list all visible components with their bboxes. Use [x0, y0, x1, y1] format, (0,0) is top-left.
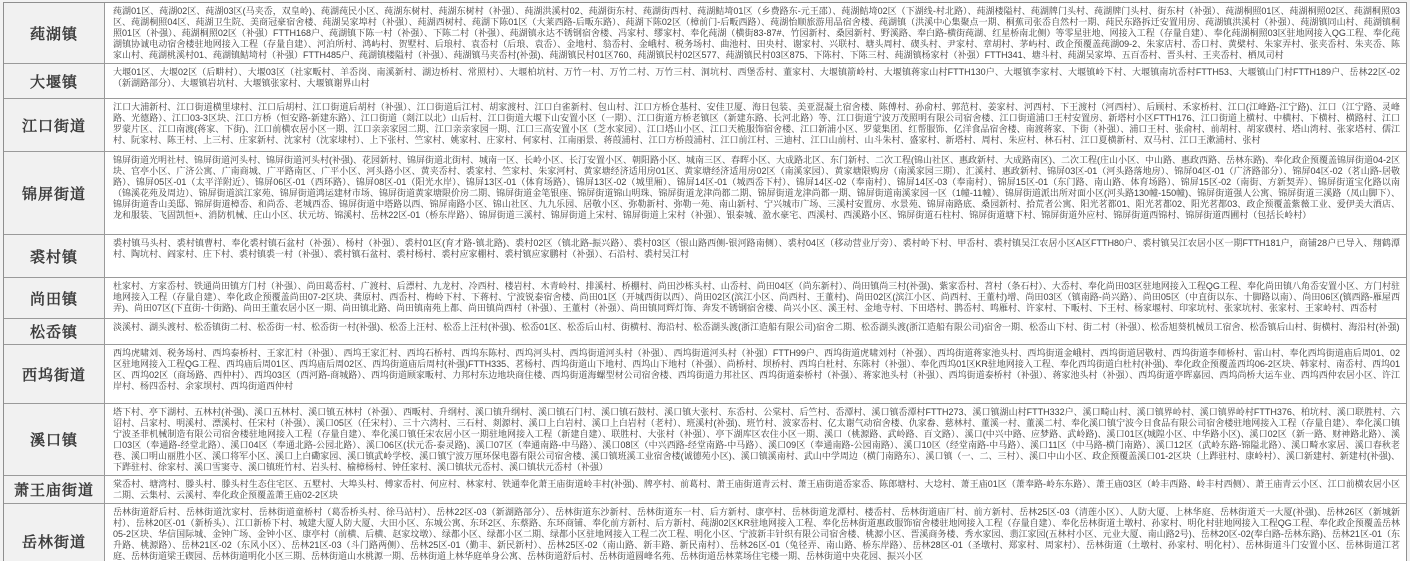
row-villages-text: 锦屏街道光明社村、锦屏街道河头村、锦屏街道河头村(补强)、花园新村、锦屏街道北街村、城南一区、长岭小区、长汀安置小区、朝阳路小区、城南三区、春晖小区、大成路北区、东门新村、二次工程(锦山社区、惠政新村、大成路南区)、二次工程(庄山小区、中山路、惠政西路、岳林东路)、奉化政企预覆盖锦屏街道04-2区块、官亭小区、广济公寓、广南商城、广平路南区、广平小区、河头路小区、黄夹岙村、裘家村、竺家村、朱家河村、黄家塘经济适用房01区、黄家塘经济适用房02区（南溪家园）、黄家塘限购房（南溪家园三期）、汇溪村、惠政新村、锦屏03区-01（河头路落地房）、锦屏04区-01（广济路部分）、锦屏04区-02（茗山路-居敬路）、锦屏05区-01（太平洋附近）、锦屏06区-01（西环路）、锦屏08区-01（阳光水岸）、锦屏13区-01（体育场路）、锦屏13区-02（城里厢）、锦屏14区-01（城西岙下村）、锦屏14区-02（奉南村）、锦屏14区-03（奉南村）、锦屏15区-01（东门路、南山路、体育场路）、锦屏15区-02（南街、方新契弄）、锦屏街道宝化路以南（锦溪花苑及周边）、锦屏街道滨江家苑、锦屏街道鸿运建材市场、锦屏街道黄家塘限价房二期、锦屏街道金笔银座、锦屏街道锦山明珠、锦屏街道龙津尚都二期、锦屏街道龙津尚都一期、锦屏街道南溪家园一区（1幢-11幢）、锦屏街道派出所对面小区(河头路130幢-150幢)、锦屏街道强人公寓、锦屏街道三溪路（凤山脚下）、锦屏街道香山美邸、锦屏街道樟岙、和尚岙、老城西岙、锦屏街道中塔路以西、锦屏南路小区、锦山社区、九九乐园、居敬小区、弥勒新村、弥勒一苑、南山新村、宁兴城市广场、三溪村安置房、水景苑、锦屏南路底、桑园新村、拾荒者公寓、阳光茗都01、阳光茗都02、阳光茗都03、政企预覆盖紫薇工业、爱伊美大酒店、龙和服装、飞固凯恒+、消防机械、庄山小区、状元坊、锦溪村、岳林22区-01（桥东岸路）、锦屏街道三溪村、锦屏街道上宋村、锦屏街道上宋村（补强）、银泰城、盈水豪宅、西溪村、西溪路小区、锦屏街道石柱村、锦屏街道塘下村、锦屏街道外应村、锦屏街道西锦村、锦屏街道西圃村（包括长岭村） — [113, 155, 1401, 220]
row-villages-text: 大堰01区、大堰02区（后畊村）、大堰03区（社家畈村、羊岙岗、南溪新村、湖边桥村、常照村）、大堰柏坑村、万竹一村、万竹二村、万竹三村、洞坑村、西堡岙村、董家村、大堰镇箭岭村、大堰镇蒋家山村FTTH130户、大堰镇李家村、大堰镇岭下村、大堰镇南坑岙村FTTH53、大堰镇山门村FTTH189户、岳林22区-02（新湖路部分）、大堰镇岩坑村、大堰镇张家村、大堰镇谢界山村 — [113, 67, 1400, 88]
row-villages-text: 岳林街道舒后村、岳林街道沈家村、岳林街道童桥村（葛岙桥头村、徐马站村）、岳林22区-03（新湖路部分）、岳林街道东沙新村、岳林街道东一村、后方新村、康亭村、岳林街道龙潭村、楼岙村、岳林街道庙厂村、前方新村、岳林25区-03（清莲小区）、人防大厦、上林华庭、岳林街道天一大厦(补强)、岳林26区（新城新村）、岳林20区-01（新桥头）、江口新桥下村、城建大厦人防大厦、大田小区、东城公寓、东环2区、东蔡路、东环商铺、奉化前方新村、后方新村、莼湖02区KR驻地网接入工程、奉化岳林街道惠政服饰宿舍楼驻地网接入工程（存量自建）、奉化岳林街道土墩村、孙家村、明化村驻地网接入工程QG工程、奉化政企预覆盖岳林05-2区块、华信国际城、金钟广场、金钟小区、康亭村（前横、后横、赵家坟墩）、绿都小区、绿都小区二期、绿都小区驻地网接入工程二次工程、明化小区、宁波新丰针织有限公司宿舍楼、桃源小区、晋溪商务楼、秀水家园、翡江家园(五林村小区、元业大厦、南山路2号)、岳林20区-02(奉白路-岳林东路)、岳林21区-01（东升路、桃源路）、岳林21区-02（东风小区）、岳林21区-03（斗门路两侧）、岳林25区-01（勤丰、新民新村）、岳林25区-02（南山路、新丰路、新民南村）、岳林26区-01（兔径弄、南山路、桥东岸路）、岳林28区-01（圣墩村、郑家村、周家村）、岳林街道（土墩村、孙家村、明化村）、岳林街道斗门安置小区、岳林街道江茗庭、岳林街道梁王碶园、岳林街道明化小区三期、岳林街道山水桃源一期、岳林街道上林华庭单身公寓、岳林街道舒后村、岳林街道圆峰名苑、岳林街道岳林菜场住宅楼一期、岳林街道中央花园、振兴小区 — [113, 507, 1400, 561]
table-row — [4, 99, 1406, 152]
row-villages-text: 淡溪村、湖头渡村、松岙镇街二村、松岙街一村、松岙街一村(补强)、松岙上汪村、松岙上汪村(补强)、松岙01区、松岙后山村、街横村、海沿村、松岙湖头渡(浙江造船有限公司)宿舍二期、松岙湖头渡(浙江造船有限公司)宿舍一期、松岙山下村、街二村（补强）、松岙旭葵机械员工宿舍、松岙镇后山村、街横村、海沿村(补强) — [113, 322, 1400, 332]
row-villages-text: 江口大浦新村、江口街道横里埭村、江口后胡村、江口街道后胡村（补强）、江口街道后江村、胡家渡村、江口白雀新村、包山村、江口方桥仓基村、安佳卫厦、海日包装、美亚混凝土宿舍楼、陈傅村、孙俞村、郭范村、姜家村、河西村、下王渡村（河西村）、后顾村、禾家桥村、江口(江峰路-江宁路)、江口（江宁路、灵峰路、光德路）、江口03-3区块、江口方桥（恒安路-新建东路）、江口街道（剡江以北）山后村、江口街道大堰下山安置小区（一期）、江口街道方桥老镇区（新建东路、长河北路）等、江口街道宁波万茂照明有限公司宿舍楼、江口街道浦口王村安置房、新塔村小区FTTH176、江口街道上横村、中横村、下横村、横路村、江口罗蒙片区、江口南渡(蒋家、下街)、江口前横农居小区一期、江口亲亲家园二期、江口亲亲家园一期、江口三高安置小区（芝水家园）、江口塔山小区、江口天桅服饰宿舍楼、江口新浦小区、罗蒙集团、红帮服饰、亿洋食品宿舍楼、南渡蒋家、下街（补强）、浦口王村、张俞村、前胡村、胡家碶村、塔山湾村、张家塔村、儒江村、阮家村、陈王村、上三村、庄家新村、沈家村（沈家埭村）、上下张村、竺家村、姚家村、庄家村、何家村、江南丽景、蒋葭浦村、江口方桥葭浦村、江口前江村、三迪村、江口山前村、山斗朱村、盛家村、新塔村、周村、朱应村、林石村、江口夏横新村、双马村、江口王漱浦村、张村 — [113, 102, 1400, 145]
row-label-shangtian-town: 尚田镇 — [4, 278, 105, 318]
row-label-jiangkou-subdistrict: 江口街道 — [4, 99, 105, 151]
table-row — [4, 152, 1406, 235]
table-row — [4, 476, 1406, 504]
row-label-jinping-subdistrict: 锦屏街道 — [4, 152, 105, 234]
row-villages-text: 塔下村、亭下湖村、五林村(补强)、溪口五林村、溪口镇五林村（补强）、西畈村、升纲村、溪口镇升纲村、溪口镇石门村、溪口镇石鼓村、溪口镇大张村、东岙村、公棠村、后竺村、岙潭村、溪口镇岙潭村FTTH273、溪口镇湖山村FTTH332户、溪口畸山村、溪口镇界岭村、溪口镇界岭村FTTH376、柏坑村、溪口联胜村、六诏村、吕家村、明溪村、漂溪村、任宋村（补强）、溪口05区（任宋村）、三十六湾村、三石村、剡源村、溪口上白岩村、溪口上白岩村（老村）、班溪村(补强)、班竹村、波家岙村、亿太谢气动宿舍楼、仇家畚、慈林村、董溪一村、董溪二村、奉化溪口镇宁波今日食品有限公司宿舍楼驻地网接入工程（存量自建）、奉化溪口镇宁波圣菲机械制造有限公司宿舍楼驻地网接入工程（存量自建）、奉化溪口镇任宋农居小区一期驻地网接入工程（新建自建）、联胜村、大张村（补强）、亭下湖库区农住小区一期、溪口（桃源路、武岭路、百文路）、溪口(中兴中路、应梦路、武岭路)、溪口01区(城隍小区、中华路小区)、溪口02区（新一路、财神路北路）、溪口03区（奉通路-经堂北路）、溪口04区（奉通北路-公园北路）、溪口06区(状元岙-泰灵路)、溪口07区（奉通南路-中马路）、溪口08区（中兴西路-经堂南路-中马路）、溪口09区（奉通南路-公园南路）、溪口10区（经堂南路-中马路）、溪口11区（中马路-横门南路）、溪口12区（武岭东路-锦隘北路）、溪口畸水家居、溪口春秋老巷、溪口明山丽胜小区、溪口将军小区、溪口上白磡家园、溪口镇武岭学校、溪口镇宁波万厘环保电器有限公司宿舍楼、溪口镇班溪工业宿舍楼(诚德苑小区)、溪口镇溪南村、武山中学周边（横门南路东）、溪口镇（一、二、三村）、溪口中山小区、政企预覆盖溪口01-2区块（上跸驻村、康岭村）、溪口新建村、新建村(补强)、下跸驻村、徐家村、溪口雪窦寺、溪口镇班竹村、岩头村、榆樟杨村、钟任家村、溪口镇状元岙村、溪口镇状元岙村（补强） — [113, 407, 1400, 472]
row-villages-text: 杜家村、方家岙村、铁通尚田镇方门村（补强）、尚田葛岙村、广渡村、后漂村、九龙村、冷西村、楼岩村、木青岭村、排溪村、桥棚村、尚田沙栋头村、山岙村、尚田04区（尚东新村）、尚田镇尚三村(补强)、紫家岙村、苕村（条石村）、大岙村、奉化尚田03区驻地网接入工程QG工程、奉化尚田镇八角岙安置小区、方门村驻地网接入工程（存量自建）、奉化政企预覆盖尚田07-2区块、龚原村、西岙村、梅岭下村、下蒋村、宁波锐泰宿舍楼、尚田01区（开城西街以西）、尚田02区(滨江小区、尚西村、王董村)、尚田02区(滨江小区、尚西村、王董村)增、尚田03区（镇南路-尚兴路）、尚田05区（中直街以东、十脚路以南）、尚田06区(镇西路-雁屋西弄)、尚田07区(下直街-十街路)、尚田王董农居小区一期、尚田镇北路、尚田镇南苑上都、尚田镇尚西村（补强）、王董村（补强）、尚田镇同辉灯饰、奔发不锈钢宿舍楼、尚兴小区、溪王村、金地寺村、下田塔村、鹊岙村、鸣雁村、许家村、下畈村、下王村、杨家堰村、印家坑村、张家坑村、张家村、王家岭村、西岙村 — [113, 281, 1400, 313]
row-villages-text: 西坞虎啸刘、税务场村、西坞泰桥村、王家汇村（补强）、西坞王家汇村、西坞石桥村、西坞东陈村、西坞河头村、西坞街道河头村（补强）、西坞街道河头村（补强）FTTH99户、西坞街道虎啸刘村（补强）、西坞街道蒋家池头村、西坞街道金峨村、西坞街道居敬村、西坞街道李师桥村、雷山村、奉化西坞街道庙后周01、02区驻地网接入工程QG工程、西坞庙后周01区、西坞庙后周02区、西坞街道庙后周村(补强)FTTH335、茗杨村、西坞街道山下地村、西坞山下地村（补强）、尚桥村、坝桥村、西坞白杜村、东陈村（补强）、奉化西坞01区KR驻地网接入工程、奉化西坞街道白杜村(补强)、奉化政企预覆盖西坞06-2区块、韩家村、南岙村、西坞01区、西坞02区（商场路、西仲村）、西坞03区（西河路-商城路）、西坞街道顾家畈村、力邦村东边地块商住楼、西坞街道海螺型材公司宿舍楼、西坞街道力邦社区、西坞街道泰桥村（补强）、蒋家池头村（补强）、西坞街道泰桥村（补强）、蒋家池头村（补强）、西坞街道亭晖嘉园、西坞尚桥大运车业、西坞西仲农居小区、许江岸村、杨四岙村、余家坝村、西坞街道西仲村 — [113, 348, 1400, 391]
row-label-yuelin-subdistrict: 岳林街道 — [4, 504, 105, 561]
table-row — [4, 278, 1406, 319]
row-label-chunhu-town: 莼湖镇 — [4, 3, 105, 63]
coverage-table — [3, 2, 1407, 561]
row-label-dayan-town: 大堰镇 — [4, 64, 105, 98]
table-row — [4, 504, 1406, 561]
table-row — [4, 404, 1406, 476]
row-label-xiwu-subdistrict: 西坞街道 — [4, 345, 105, 403]
row-label-songao-town: 松岙镇 — [4, 319, 105, 344]
table-row — [4, 319, 1406, 345]
table-row — [4, 235, 1406, 278]
table-row — [4, 345, 1406, 404]
row-label-xikou-town: 溪口镇 — [4, 404, 105, 475]
row-villages-text: 棠岙村、塘湾村、滕头村、滕头村生态住宅区、五墅村、大埠头村、傅家岙村、何应村、林家村、铁通奉化萧王庙街道岭丰村(补强)、牌亭村、前葛村、萧王庙街道青云村、萧王庙街道岙家岙、陈郎塘村、大埝村、萧王庙01区（萧奉路-岭东东路）、萧王庙03区（岭丰西路、岭丰村西侧）、萧王庙青云小区、江口前横农居小区二期、云集村、云溪村、奉化政企预覆盖萧王庙02-2区块 — [113, 479, 1400, 500]
row-label-xiaowangmiao-subdistrict: 萧王庙街道 — [4, 476, 105, 503]
table-row — [4, 3, 1406, 64]
row-villages-text: 裘村镇马头村、裘村镇曹村、奉化裘村镇石盆村（补强）、杨村（补强）、裘村01区(育才路-镇北路)、裘村02区（镇北路-振兴路）、裘村03区（银山路西侧-银河路南侧）、裘村04区（移动营业厅旁）、裘村岭下村、甲岙村、裘村镇吴江农居小区A区FTTH80户、裘村镇吴江农居小区一期FTTH181户，商铺28户已导入、翔鹤潭村、陶坑村、阎家村、庄下村、裘村镇裘一村（补强）、裘村镇石盆村、裘村杨村、裘村应家棚村、裘村镇应家鹏村（补强）、石沿村、裘村吴江村 — [113, 238, 1400, 259]
row-label-qiucun-town: 裘村镇 — [4, 235, 105, 277]
row-villages-text: 莼湖01区、莼湖02区、莼湖03区(马夹岙，双皇岭)、莼湖莼民小区、莼湖东树村、莼湖东树村（补强）、莼湖洪溪村02、莼湖街东村、莼湖街西村、莼湖鲒埼01区（乡费路东-元王邵）、莼湖鲒埼02区（下湖线-村北路）、莼湖楼隘村、莼湖牌门头村、莼湖牌门头村、街东村（补强）、莼湖桐照01区、莼湖桐照02区、莼湖桐照03区、莼湖桐照04区、莼湖卫生院、美商冠豪宿舍楼、莼湖吴家埠村（补强）、莼湖西树村、莼湖下陈01区（大莱西路-后畈东路）、莼湖下陈02区（樟前门-后畈西路）、莼湖怡顺旅游用品宿舍楼、莼湖镇（洪溪中心集聚点一期、桐蕉司张岙自然村一期、莼民东路拆迁安置用房、莼湖镇洪溪村（补强）、莼湖镇同山村、莼湖镇桐照01区（补强）、莼湖桐照02区（补强）FTTH168户、莼湖镇下陈一村（补强）、下陈二村（补强）、莼湖镇永达不锈钢宿舍楼、冯家村、缪家村、奉化莼湖（横街83-87#、竹园新村、桑园新村、野溪路、奉白路-横街莼湖、红星桥南北侧）等零星驻地、网接入工程（存量自建）、奉化莼湖桐照03区驻地网接入QG工程、奉化莼湖镇协诚电动宿舍楼驻地网接入工程（存量自建）、河泊所村、鸿屿村、贺墅村、后琅村、袁岙村（后琅、袁岙）、金地村、翁岙村、金峨村、税务场村、曲池村、田央村、谢家村、兴联村、塘头周村、碶头村、尹家村、章胡村、茅屿村、政企预覆盖莼湖09-2、朱家店村、岙口村、黄檗村、朱家弄村、张夹岙村、朱夹岙、陈家山村、莼湖桃溪村01、莼湖镇鲒埼村（补强）FTTH485户、莼湖镇楼隘村（补强）、莼湖镇马夹岙村(补强)、莼湖镇民村01区760、莼湖镇民村02区577、莼湖镇民村03区875、下陈村、下陈三村、莼湖镇杨家村（补强）FTTH341、塘斗村、莼湖吴家埠、五百岙村、晋头村、王夹岙村、栖凤司村 — [113, 6, 1400, 60]
table-row — [4, 64, 1406, 99]
